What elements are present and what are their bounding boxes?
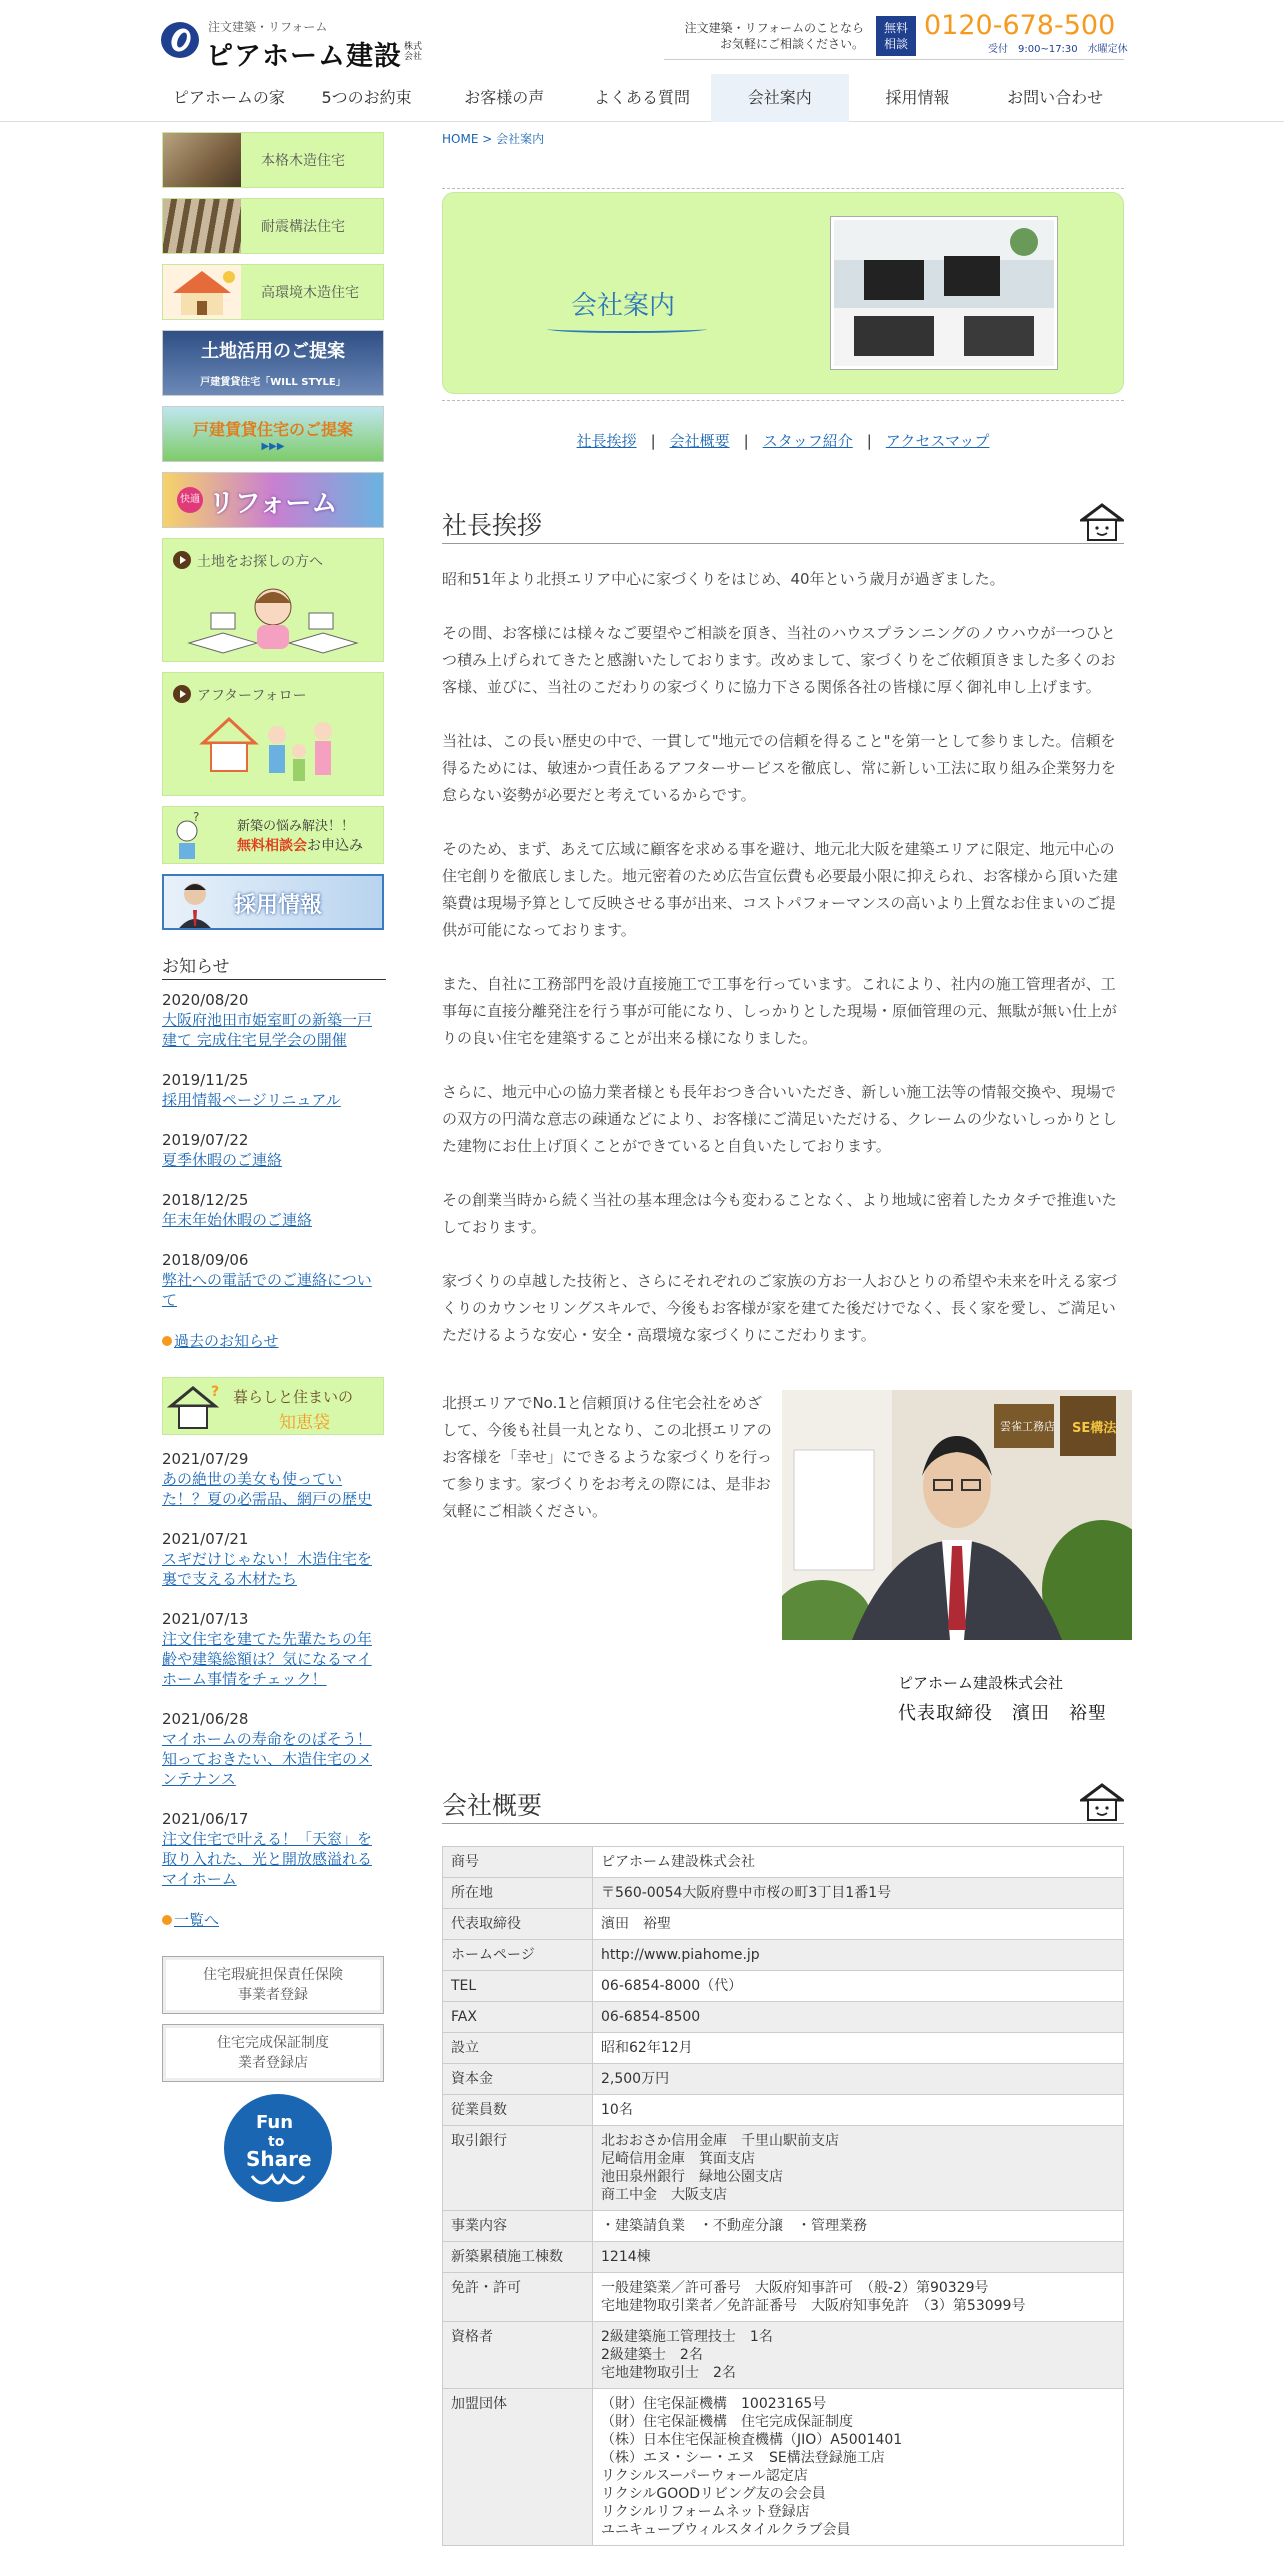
guarantee-badge[interactable]: 住宅完成保証制度 業者登録店 (162, 2024, 384, 2082)
greeting-paragraph: 昭和51年より北摂エリア中心に家づくりをはじめ、40年という歳月が過ぎました。 (442, 570, 1005, 588)
table-value-line: 商工中金 大阪支店 (601, 2187, 727, 2203)
header-contact (664, 10, 1128, 60)
consult-line-2: 無料相談会お申込み (237, 838, 363, 854)
table-value-line: 〒560-0054大阪府豊中市桜の町3丁目1番1号 (601, 1885, 892, 1901)
table-value-line: リクシルスーパーウォール認定店 (601, 2468, 808, 2484)
page-hero (442, 192, 1124, 394)
table-value-line: 昭和62年12月 (601, 2040, 693, 2056)
table-row (443, 2126, 1124, 2211)
table-value (593, 1940, 1124, 1971)
news-more-link[interactable]: 過去のお知らせ (162, 1330, 386, 1351)
table-value-line: 10名 (601, 2102, 633, 2118)
table-key: 取引銀行 (443, 2126, 593, 2211)
tel-number[interactable]: 0120-678-500 (924, 10, 1116, 41)
greeting-paragraph: さらに、地元中心の協力業者様とも長年おつき合いいただき、新しい施工法等の情報交換や、現場での双方の円満な意志の疎通などにより、お客様にご満足いただける、クレームの少ないしっかりとした建物にお仕上げ頂くことができていると自負いたしております。 (442, 1083, 1118, 1155)
land-search-illust (183, 577, 363, 657)
sidebar (162, 132, 386, 2092)
banner-reform-title: リフォーム (208, 489, 338, 519)
fun-to-share-logo[interactable] (222, 2092, 334, 2216)
column-link[interactable]: マイホームの寿命をのばそう！知っておきたい、木造住宅のメンテナンス (162, 1730, 373, 1788)
business-hours: 受付 9:00~17:30 水曜定休 (988, 44, 1128, 55)
table-key: 資本金 (443, 2064, 593, 2095)
table-key: 従業員数 (443, 2095, 593, 2126)
news-item (162, 990, 386, 1050)
table-key: ホームページ (443, 1940, 593, 1971)
column-banner-line-2: 知恵袋 (279, 1413, 330, 1433)
banner-after-follow[interactable] (162, 672, 384, 796)
house-question-icon (167, 1382, 223, 1432)
news-link[interactable]: 年末年始休暇のご連絡 (162, 1211, 313, 1229)
svg-text:Share: Share (246, 2147, 312, 2171)
column-link[interactable]: スギだけじゃない！木造住宅を裏で支える木材たち (162, 1550, 373, 1588)
table-value (593, 2064, 1124, 2095)
table-value (593, 2273, 1124, 2322)
sidebar-item-label: 耐震構法住宅 (261, 219, 345, 235)
table-row (443, 2064, 1124, 2095)
land-search-label: 土地をお探しの方へ (197, 554, 323, 570)
column-more-link[interactable]: 一覧へ (162, 1909, 386, 1930)
table-value-line: 06-6854-8500 (601, 2009, 701, 2025)
table-row (443, 2389, 1124, 2546)
greeting-paragraph: また、自社に工務部門を設け直接施工で工事を行っています。これにより、社内の施工管理者が、工事毎に直接分離発注を行う事が可能になり、しっかりとした現場・原価管理の元、無駄が無い仕上がりの良い住宅を建築することが出来る様になりました。 (442, 975, 1118, 1047)
column-date: 2021/07/13 (162, 1610, 249, 1628)
table-key: 商号 (443, 1847, 593, 1878)
greeting-title: 社長挨拶 (442, 511, 543, 540)
svg-text:Fun: Fun (256, 2112, 294, 2133)
site-logo[interactable] (160, 14, 430, 70)
overview-table-body (443, 1847, 1124, 2546)
greeting-paragraph: 北摂エリアでNo.1と信頼頂ける住宅会社をめざして、今後も社員一丸となり、この北摂エリアのお客様を「幸せ」にできるような家づくりを行って参ります。家づくりをお考えの際には、是非お気軽にご相談ください。 (442, 1394, 773, 1520)
greeting-paragraph: その創業当時から続く当社の基本理念は今も変わることなく、より地域に密着したカタチで推進いたしております。 (442, 1191, 1117, 1236)
nav-recruit[interactable]: 採用情報 (885, 88, 950, 107)
anchor-sep: | (866, 432, 872, 450)
house-icon (1080, 1782, 1124, 1822)
greeting-heading (442, 498, 1124, 544)
company-overview-table (442, 1846, 1124, 2546)
contact-text: 注文建築・リフォームのことなら お気軽にご相談ください。 (684, 21, 864, 51)
recruit-title: 採用情報 (234, 893, 323, 918)
global-nav (160, 74, 1124, 122)
after-follow-label: アフターフォロー (197, 688, 307, 704)
column-banner-line-1: 暮らしと住まいの (233, 1388, 354, 1406)
logo-subtitle: 注文建築・リフォーム (208, 20, 328, 34)
title-underline (547, 325, 707, 333)
greeting-paragraph: そのため、まず、あえて広域に顧客を求める事を避け、地元北大阪を建築エリアに限定、地元中心の住宅創りを徹底しました。地元密着のため広告宣伝費も必要最小限に抑えられ、お客様から頂いた建築費は現場予算として反映させる事が出来、コストパフォーマンスの高いより上質なお住まいのご提供が可能になっております。 (442, 840, 1118, 939)
column-item (162, 1809, 386, 1889)
table-value-line: （財）住宅保証機構 10023165号 (601, 2396, 827, 2412)
signature-name: 代表取締役 濱田 裕聖 (898, 1703, 1107, 1724)
nav-contact[interactable]: お問い合わせ (1007, 88, 1104, 107)
greeting-paragraph: 家づくりの卓越した技術と、さらにそれぞれのご家族の方お一人おひとりの希望や未来を叶える家づくりのカウンセリングスキルで、今後もお客様が家を建てた後だけでなく、長く家を愛し、ご満足いただけるような安心・安全・高環境な家づくりにこだわります。 (442, 1272, 1118, 1344)
table-value-line: ・建築請負業 ・不動産分譲 ・管理業務 (601, 2218, 867, 2234)
anchor-overview[interactable]: 会社概要 (669, 432, 730, 450)
table-value (593, 2242, 1124, 2273)
anchor-greeting[interactable]: 社長挨拶 (576, 432, 637, 450)
table-row (443, 2273, 1124, 2322)
news-link[interactable]: 大阪府池田市姫室町の新築一戸建て 完成住宅見学会の開催 (162, 1011, 373, 1049)
table-value-line: 宅地建物取引業者／免許証番号 大阪府知事免許 （3）第53099号 (601, 2298, 1026, 2314)
greeting-paragraph: その間、お客様には様々なご要望やご相談を頂き、当社のハウスプランニングのノウハウが一つひとつ積み上げられてきたと感謝いたしております。改めまして、家づくりをご依頼頂きました多くのお客様、並びに、当社のこだわりの家づくりに協力下さる関係各社の皆様に厚く御礼申し上げます。 (442, 624, 1116, 696)
free-consult-badge: 無料 相談 (876, 16, 916, 56)
table-value (593, 2095, 1124, 2126)
wood-house-thumb (163, 133, 241, 187)
nav-voice[interactable]: お客様の声 (464, 88, 545, 107)
table-row (443, 2211, 1124, 2242)
table-row (443, 1878, 1124, 1909)
banner-land-search[interactable] (162, 538, 384, 662)
table-value-line: 2級建築施工管理技士 1名 (601, 2329, 773, 2345)
table-row (443, 2095, 1124, 2126)
svg-text:?: ? (211, 1384, 220, 1400)
play-icon (173, 685, 191, 703)
column-date: 2021/06/17 (162, 1810, 249, 1828)
banner-rental-title: 戸建賃貸住宅のご提案 (192, 420, 353, 439)
svg-text:雲雀工務店: 雲雀工務店 (1000, 1420, 1055, 1433)
nav-home[interactable]: ピアホームの家 (172, 88, 285, 107)
table-row (443, 1940, 1124, 1971)
table-key: 事業内容 (443, 2211, 593, 2242)
news-date: 2018/12/25 (162, 1191, 249, 1209)
table-key: 新築累積施工棟数 (443, 2242, 593, 2273)
banner-land-title: 土地活用のご提案 (201, 341, 345, 362)
news-date: 2019/07/22 (162, 1131, 249, 1149)
table-value (593, 2389, 1124, 2546)
table-value-line: 濱田 裕聖 (601, 1916, 671, 1932)
svg-text:to: to (268, 2134, 285, 2150)
table-key: FAX (443, 2002, 593, 2033)
table-value-line: 06-6854-8000（代） (601, 1978, 743, 1994)
column-date: 2021/07/21 (162, 1530, 249, 1548)
recruit-person-icon (170, 876, 220, 930)
office-photo-image (834, 220, 1054, 366)
table-value-line: （財）住宅保証機構 住宅完成保証制度 (601, 2414, 853, 2430)
breadcrumb-home[interactable]: HOME (442, 132, 479, 146)
thinking-person-icon (169, 811, 205, 861)
table-value-line: （株）日本住宅保証検査機構（JIO）A5001401 (601, 2432, 903, 2448)
news-link[interactable]: 夏季休暇のご連絡 (162, 1151, 283, 1169)
table-row (443, 2322, 1124, 2389)
table-row (443, 2033, 1124, 2064)
sidebar-item-quake-house[interactable] (162, 198, 384, 254)
news-item (162, 1130, 386, 1170)
breadcrumb (442, 130, 544, 147)
table-row (443, 1847, 1124, 1878)
table-key: 所在地 (443, 1878, 593, 1909)
table-row (443, 2242, 1124, 2273)
table-value-line: ピアホーム建設株式会社 (601, 1854, 755, 1870)
table-value (593, 2322, 1124, 2389)
ceo-portrait-image (782, 1390, 1132, 1640)
news-date: 2018/09/06 (162, 1251, 249, 1269)
table-value (593, 1847, 1124, 1878)
quake-house-thumb (163, 199, 241, 253)
table-value (593, 2126, 1124, 2211)
insurance-badge[interactable]: 住宅瑕疵担保責任保険 事業者登録 (162, 1956, 384, 2014)
table-value-line: 一般建築業／許可番号 大阪府知事許可 （般-2）第90329号 (601, 2280, 989, 2296)
news-date: 2019/11/25 (162, 1071, 249, 1089)
nav-faq[interactable]: よくある質問 (594, 88, 691, 107)
banner-column[interactable] (162, 1377, 384, 1435)
table-value (593, 2211, 1124, 2242)
table-value-line: （株）エヌ・シー・エヌ SE構法登録施工店 (601, 2450, 885, 2466)
column-item (162, 1449, 386, 1509)
table-key: 設立 (443, 2033, 593, 2064)
anchor-nav (442, 430, 1124, 451)
banner-rental-house[interactable] (162, 406, 384, 462)
table-value (593, 1971, 1124, 2002)
table-key: 資格者 (443, 2322, 593, 2389)
column-link[interactable]: 注文住宅で叶える！「天窓」を取り入れた、光と開放感溢れるマイホーム (162, 1830, 373, 1888)
banner-land-sub: 戸建賃貸住宅「WILL STYLE」 (200, 377, 346, 388)
table-value (593, 1909, 1124, 1940)
signature (898, 1672, 1107, 1725)
table-row (443, 1909, 1124, 1940)
news-link[interactable]: 弊社への電話でのご連絡について (162, 1271, 372, 1309)
news-link[interactable]: 採用情報ページリニュアル (162, 1091, 341, 1109)
logo-kk: 株式会社 (404, 42, 423, 62)
overview-heading (442, 1778, 1124, 1824)
nav-promise[interactable]: 5つのお約束 (321, 88, 412, 107)
table-key: 代表取締役 (443, 1909, 593, 1940)
anchor-access[interactable]: アクセスマップ (885, 432, 990, 450)
breadcrumb-current: 会社案内 (496, 132, 545, 146)
svg-text:?: ? (193, 811, 200, 824)
banner-rental-arrows: ▶▶▶ (261, 441, 285, 452)
table-value-line: 北おおさか信用金庫 千里山駅前支店 (601, 2133, 839, 2149)
fun-to-share-icon (222, 2092, 334, 2216)
news-item (162, 1190, 386, 1230)
banner-land-use[interactable] (162, 330, 384, 396)
table-value (593, 2002, 1124, 2033)
column-item (162, 1609, 386, 1689)
column-item (162, 1529, 386, 1589)
table-value (593, 2033, 1124, 2064)
column-link[interactable]: 注文住宅を建てた先輩たちの年齢や建築総額は？気になるマイホーム事情をチェック！ (162, 1630, 373, 1688)
play-icon (173, 551, 191, 569)
sidebar-item-label: 高環境木造住宅 (261, 285, 359, 301)
sidebar-item-label: 本格木造住宅 (261, 153, 345, 169)
page-title: 会社案内 (571, 291, 676, 321)
family-illust (199, 705, 349, 795)
table-value-line: 2,500万円 (601, 2071, 670, 2087)
anchor-staff[interactable]: スタッフ紹介 (762, 432, 853, 450)
nav-company[interactable]: 会社案内 (711, 74, 849, 122)
overview-title: 会社概要 (442, 1791, 543, 1820)
table-value-line: 尼崎信用金庫 箕面支店 (601, 2151, 755, 2167)
anchor-sep: | (743, 432, 749, 450)
table-value-line: 宅地建物取引士 2名 (601, 2365, 736, 2381)
logo-mark-icon (160, 20, 200, 60)
table-value-line: 1214棟 (601, 2249, 651, 2265)
column-date: 2021/07/29 (162, 1450, 249, 1468)
logo-name: ピアホーム建設 (206, 41, 402, 72)
signature-company: ピアホーム建設株式会社 (898, 1674, 1064, 1692)
column-date: 2021/06/28 (162, 1710, 249, 1728)
anchor-sep: | (650, 432, 656, 450)
table-key: TEL (443, 1971, 593, 2002)
table-value-line: リクシルリフォームネット登録店 (601, 2504, 810, 2520)
news-item (162, 1250, 386, 1310)
office-photo (831, 217, 1057, 369)
svg-text:SE構法: SE構法 (1072, 1421, 1117, 1436)
sidebar-item-wood-house[interactable] (162, 132, 384, 188)
reform-tag: 快適 (177, 487, 203, 513)
hero-divider-bottom (442, 400, 1124, 401)
table-value-line: 池田泉州銀行 緑地公園支店 (601, 2169, 783, 2185)
table-value (593, 1878, 1124, 1909)
table-value-line: ユニキューブウィルスタイルクラブ会員 (601, 2522, 851, 2538)
hero-divider-top (442, 188, 1124, 189)
table-value-line: リクシルGOODリビング友の会会員 (601, 2486, 826, 2502)
column-item (162, 1709, 386, 1789)
consult-line-1: 新築の悩み解決！！ (237, 819, 355, 834)
news-date: 2020/08/20 (162, 991, 249, 1009)
news-heading: お知らせ (162, 952, 386, 980)
news-item (162, 1070, 386, 1110)
greeting-paragraph: 当社は、この長い歴史の中で、一貫して"地元での信頼を得ること"を第一として参りました。信頼を得るためには、敏速かつ責任あるアフターサービスを徹底し、常に新しい工法に取り組み企業努力を怠らない姿勢が必要だと考えているからです。 (442, 732, 1116, 804)
table-key: 加盟団体 (443, 2389, 593, 2546)
column-link[interactable]: あの絶世の美女も使っていた！？夏の必需品、網戸の歴史 (162, 1470, 373, 1508)
ceo-photo (782, 1390, 1132, 1640)
site-header (0, 0, 1284, 122)
table-key: 免許・許可 (443, 2273, 593, 2322)
house-icon (1080, 502, 1124, 542)
table-value-line: 2級建築士 2名 (601, 2347, 703, 2363)
table-row (443, 2002, 1124, 2033)
table-row (443, 1971, 1124, 2002)
sidebar-item-eco-house[interactable] (162, 264, 384, 320)
breadcrumb-sep: > (482, 132, 493, 146)
banner-reform[interactable] (162, 472, 384, 528)
house-illust-icon (163, 265, 241, 319)
banner-recruit[interactable] (162, 874, 384, 930)
table-value-line: http://www.piahome.jp (601, 1947, 760, 1963)
eco-house-thumb (163, 265, 241, 319)
banner-free-consult[interactable] (162, 806, 384, 864)
